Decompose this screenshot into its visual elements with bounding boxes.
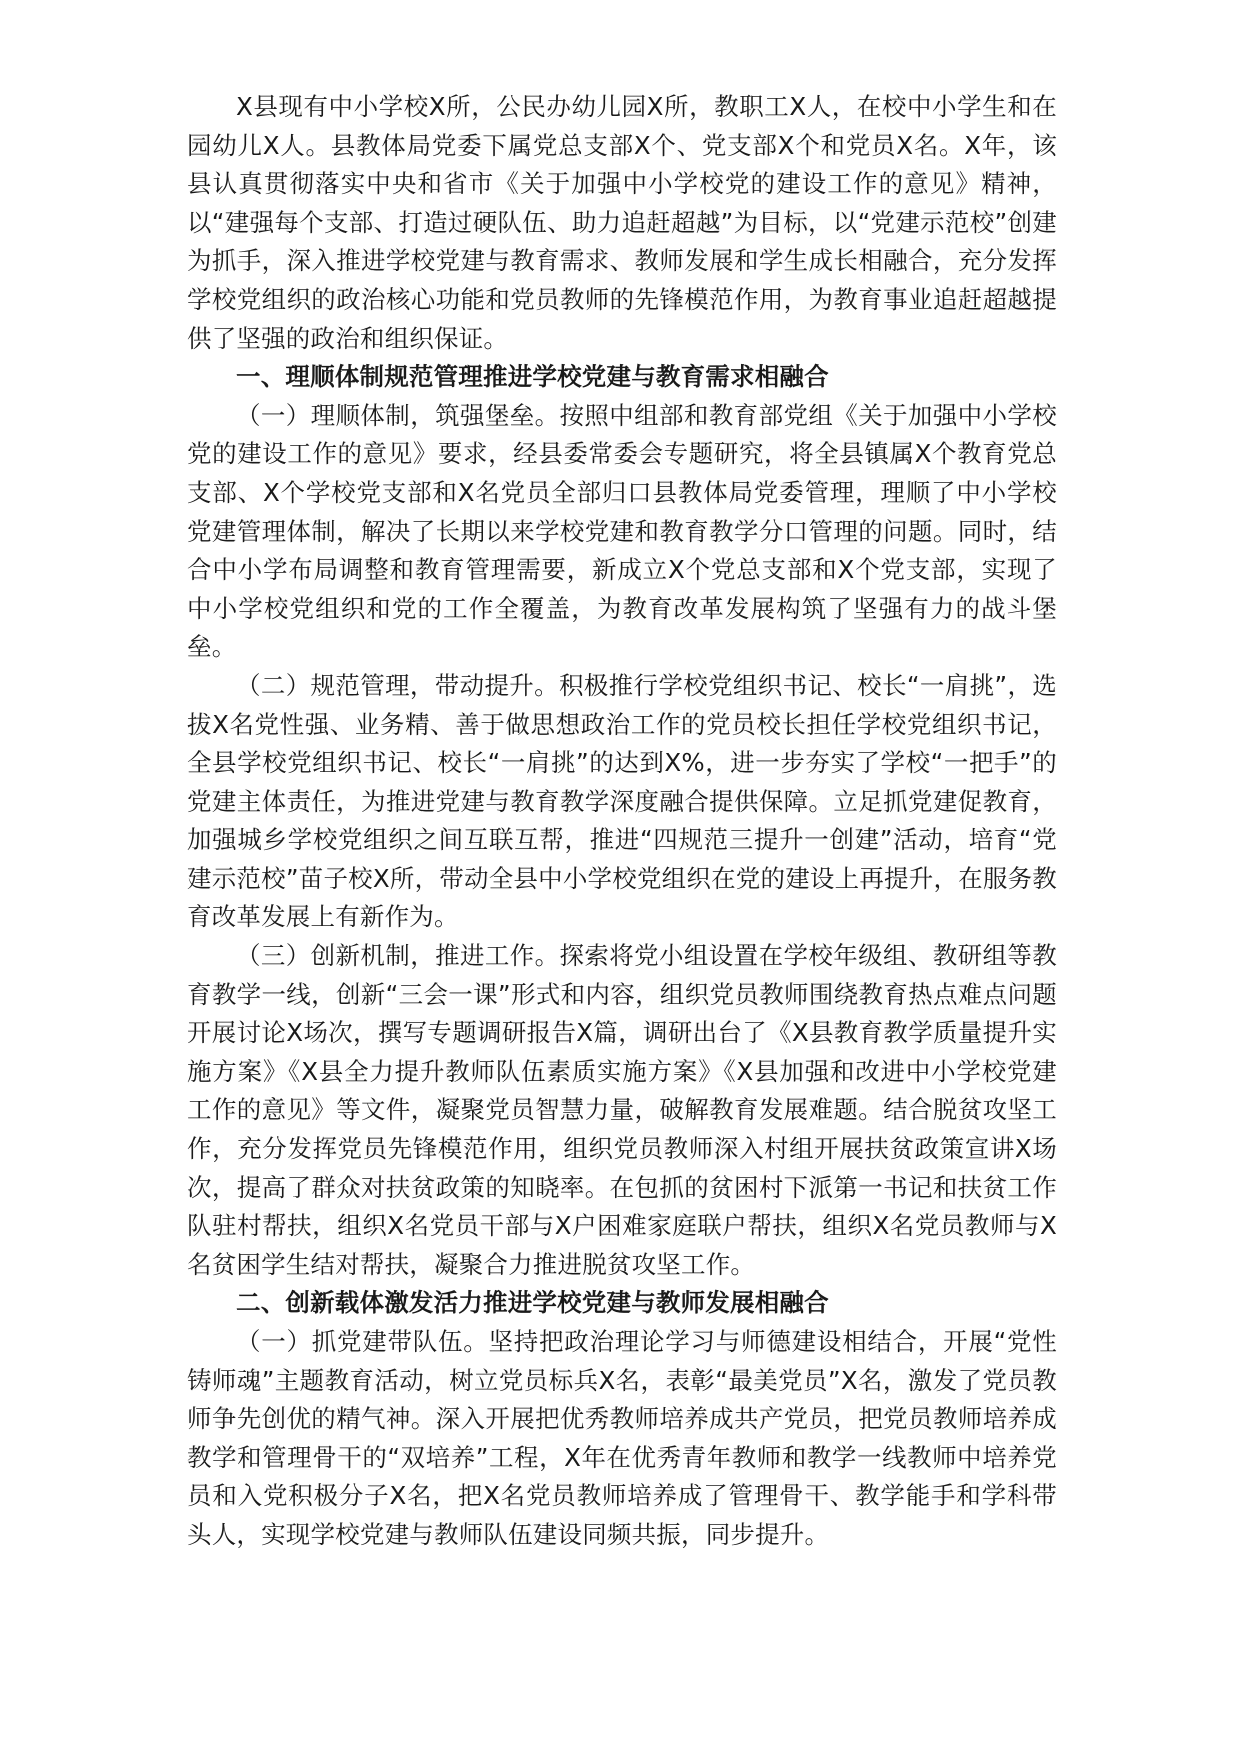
- body-paragraph-2-1: （一）抓党建带队伍。坚持把政治理论学习与师德建设相结合，开展“党性铸师魂”主题教育活动，树立党员标兵X名，表彰“最美党员”X名，激发了党员教师争先创优的精气神。深入开展把优秀教师培养成共产党员，把党员教师培养成教学和管理骨干的“双培养”工程，X年在优秀青年教师和教学一线教师中培养党员和入党积极分子X名，把X名党员教师培养成了管理骨干、教学能手和学科带头人，实现学校党建与教师队伍建设同频共振，同步提升。: [187, 1327, 1057, 1549]
- document-page: [187, 88, 1057, 1555]
- body-paragraph-1-1: （一）理顺体制，筑强堡垒。按照中组部和教育部党组《关于加强中小学校党的建设工作的意见》要求，经县委常委会专题研究，将全县镇属X个教育党总支部、X个学校党支部和X名党员全部归口县教体局党委管理，理顺了中小学校党建管理体制，解决了长期以来学校党建和教育教学分口管理的问题。同时，结合中小学布局调整和教育管理需要，新成立X个党总支部和X个党支部，实现了中小学校党组织和党的工作全覆盖，为教育改革发展构筑了坚强有力的战斗堡垒。: [187, 400, 1057, 662]
- intro-paragraph: X县现有中小学校X所，公民办幼儿园X所，教职工X人，在校中小学生和在园幼儿X人。县教体局党委下属党总支部X个、党支部X个和党员X名。X年，该县认真贯彻落实中央和省市《关于加强中小学校党的建设工作的意见》精神，以“建强每个支部、打造过硬队伍、助力追赶超越”为目标，以“党建示范校”创建为抓手，深入推进学校党建与教育需求、教师发展和学生成长相融合，充分发挥学校党组织的政治核心功能和党员教师的先锋模范作用，为教育事业追赶超越提供了坚强的政治和组织保证。: [187, 92, 1057, 353]
- body-paragraph-1-2: （二）规范管理，带动提升。积极推行学校党组织书记、校长“一肩挑”，选拔X名党性强、业务精、善于做思想政治工作的党员校长担任学校党组织书记，全县学校党组织书记、校长“一肩挑”的达到X%，进一步夯实了学校“一把手”的党建主体责任，为推进党建与教育教学深度融合提供保障。立足抓党建促教育，加强城乡学校党组织之间互联互帮，推进“四规范三提升一创建”活动，培育“党建示范校”苗子校X所，带动全县中小学校党组织在党的建设上再提升，在服务教育改革发展上有新作为。: [187, 670, 1057, 932]
- body-paragraph-1-3: （三）创新机制，推进工作。探索将党小组设置在学校年级组、教研组等教育教学一线，创新“三会一课”形式和内容，组织党员教师围绕教育热点难点问题开展讨论X场次，撰写专题调研报告X篇，调研出台了《X县教育教学质量提升实施方案》《X县全力提升教师队伍素质实施方案》《X县加强和改进中小学校党建工作的意见》等文件，凝聚党员智慧力量，破解教育发展难题。结合脱贫攻坚工作，充分发挥党员先锋模范作用，组织党员教师深入村组开展扶贫政策宣讲X场次，提高了群众对扶贫政策的知晓率。在包抓的贫困村下派第一书记和扶贫工作队驻村帮扶，组织X名党员干部与X户困难家庭联户帮扶，组织X名党员教师与X名贫困学生结对帮扶，凝聚合力推进脱贫攻坚工作。: [187, 941, 1057, 1279]
- section-heading-1: 一、理顺体制规范管理推进学校党建与教育需求相融合: [236, 362, 829, 392]
- section-heading-2: 二、创新载体激发活力推进学校党建与教师发展相融合: [236, 1288, 829, 1318]
